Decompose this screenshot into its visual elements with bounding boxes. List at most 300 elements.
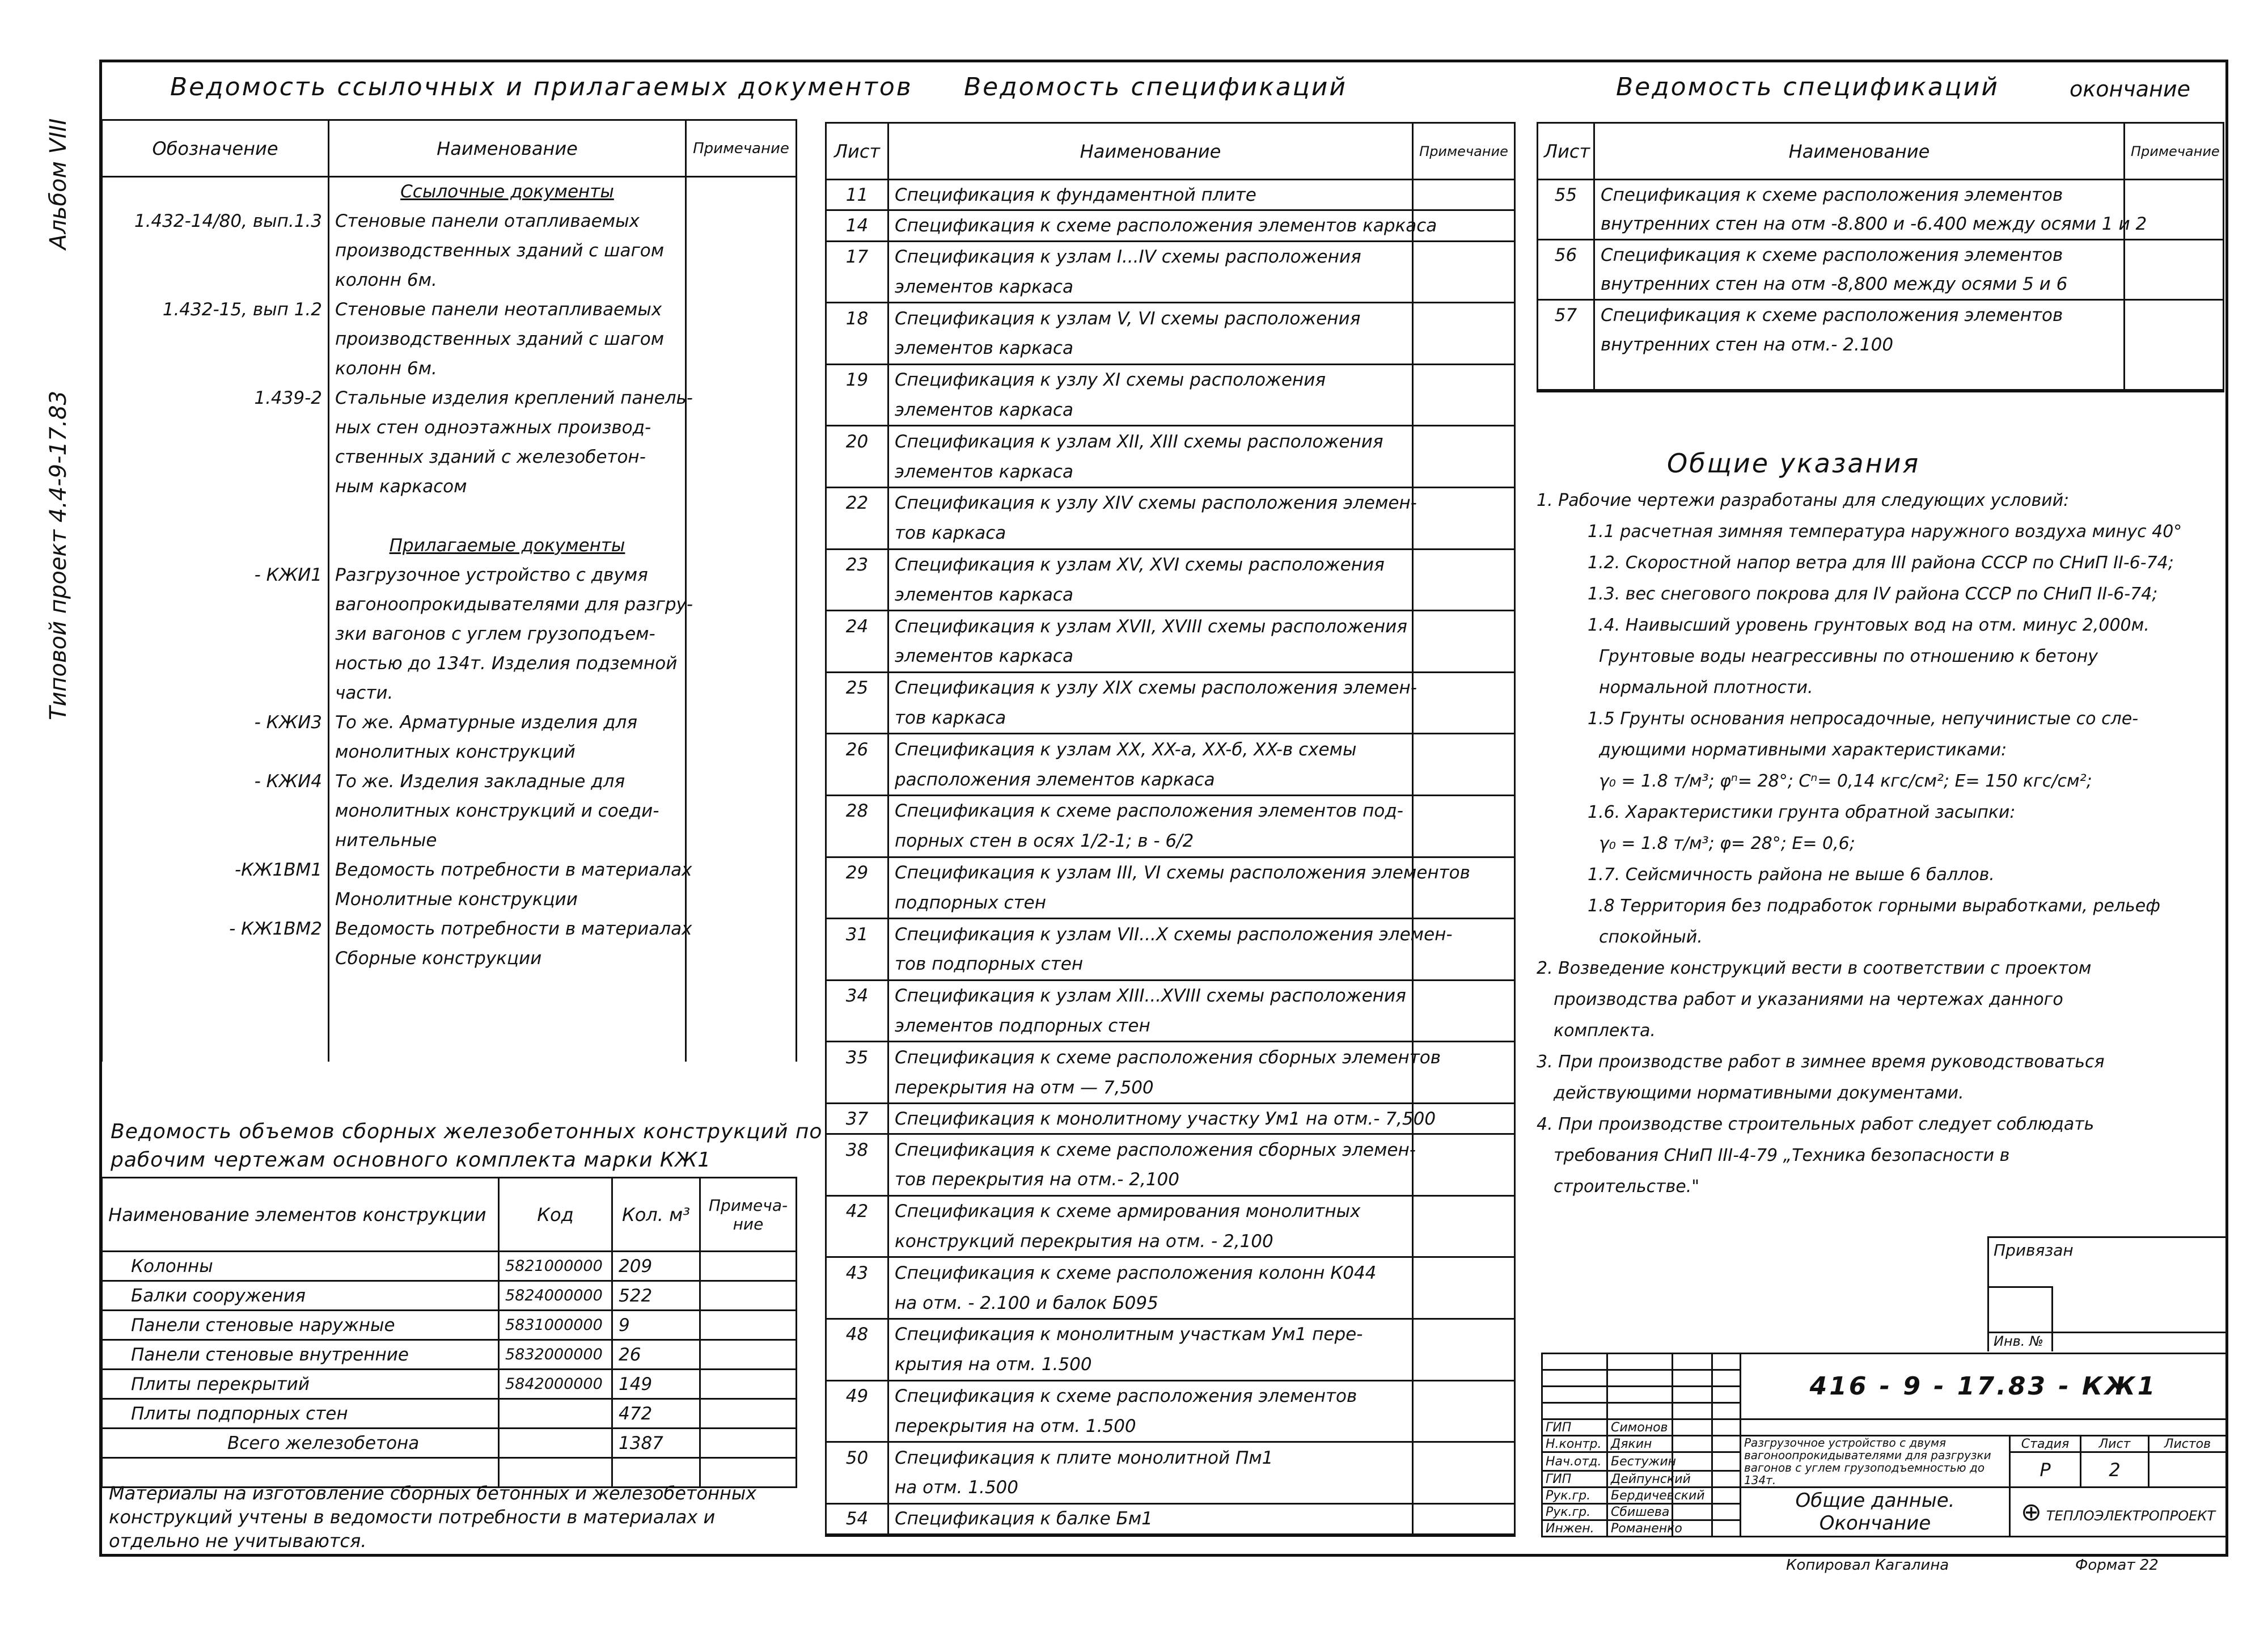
spec-note-cell [2125, 360, 2224, 390]
spec-note-cell [2125, 180, 2224, 210]
element-name-cell: Всего железобетона [102, 1429, 499, 1458]
volumes-table [101, 1177, 797, 1488]
note-cell [700, 1311, 797, 1340]
spec-name-cell: элементов каркаса [888, 457, 1413, 487]
spec-row [826, 487, 1515, 518]
stamp-role-row [1542, 1488, 2227, 1504]
note-cell [700, 1429, 797, 1458]
general-note-line: 1.6. Характеристики грунта обратной засыпки: [1588, 802, 2016, 822]
sheet-number-cell [1538, 210, 1594, 240]
sheet-number-cell: 18 [826, 303, 888, 333]
general-note-line: комплекта. [1554, 1021, 1656, 1041]
spec-row [826, 1195, 1515, 1226]
designation-cell [102, 236, 329, 265]
spec-name-cell: Спецификация к узлам I...IV схемы расположения [888, 241, 1413, 272]
note-cell [686, 708, 797, 737]
element-name-cell: Плиты перекрытий [102, 1370, 499, 1399]
general-note-line: Грунтовые воды неагрессивны по отношению к бетону [1599, 647, 2098, 666]
spec-note-cell [2125, 270, 2224, 300]
volumes-row [102, 1399, 797, 1429]
sheet-number-cell [826, 395, 888, 426]
sheet-number-cell [826, 333, 888, 364]
name-cell: ным каркасом [329, 472, 686, 501]
binding-label: Привязан [1994, 1241, 2074, 1260]
spec-row [826, 333, 1515, 364]
refdocs-row [102, 944, 797, 973]
spec-note-cell [1413, 333, 1515, 364]
inventory-label: Инв. № [1994, 1333, 2044, 1349]
sheet-number-cell [826, 641, 888, 672]
name-cell: монолитных конструкций и соеди- [329, 796, 686, 826]
spec-name-cell: Спецификация к схеме расположения элементов [888, 1380, 1413, 1411]
code-cell: 5831000000 [499, 1311, 612, 1340]
name-cell [329, 1032, 686, 1062]
sheet-number-cell [1538, 270, 1594, 300]
spec-row [1538, 300, 2224, 330]
spec-name-cell: Спецификация к схеме армирования монолитных [888, 1195, 1413, 1226]
general-note-line: 1. Рабочие чертежи разработаны для следующих условий: [1537, 491, 2070, 510]
sheet-number-cell: 50 [826, 1442, 888, 1473]
general-note-line: γ₀ = 1.8 т/м³; φ= 28°; E= 0,6; [1599, 834, 1855, 853]
note-cell [686, 1003, 797, 1032]
signature-cell [1673, 1504, 1712, 1520]
volumes-row [102, 1281, 797, 1311]
refdocs-row [102, 1032, 797, 1062]
spec-row [826, 1380, 1515, 1411]
spec-note-cell [1413, 1011, 1515, 1042]
specs-header-note: Примечание [1413, 123, 1515, 180]
spec-name-cell: тов подпорных стен [888, 949, 1413, 980]
spec-row-end [826, 1535, 1515, 1536]
spec-row [826, 1319, 1515, 1349]
sheet-number-cell [826, 1165, 888, 1195]
spec-name-cell: внутренних стен на отм -8,800 между осями 5 и 6 [1594, 270, 2125, 300]
refdocs-row [102, 1003, 797, 1032]
designation-cell [102, 1032, 329, 1062]
specs-header-name: Наименование [888, 123, 1413, 180]
quantity-cell: 522 [612, 1281, 700, 1311]
name-cell: вагоноопрокидывателями для разгру- [329, 590, 686, 619]
person-cell: Дейпунский [1607, 1471, 1673, 1488]
stamp-role-row [1542, 1419, 2227, 1436]
general-note-line: 3. При производстве работ в зимнее время руководствоваться [1537, 1052, 2105, 1072]
general-title: Общие указания [1667, 448, 1920, 479]
spec-note-cell [1413, 580, 1515, 610]
designation-cell [102, 177, 329, 206]
spec-note-cell [1413, 672, 1515, 703]
general-note-line: производства работ и указаниями на чертежах данного [1554, 990, 2063, 1009]
name-cell: Разгрузочное устройство с двумя [329, 560, 686, 590]
name-cell: Ведомость потребности в материалах [329, 914, 686, 944]
spec-note-cell [1413, 949, 1515, 980]
spec-note-cell [1413, 1134, 1515, 1165]
role-cell: ГИП [1542, 1419, 1607, 1436]
sheet-number-cell [826, 580, 888, 610]
spec-row [826, 1072, 1515, 1103]
sheet-number-cell: 26 [826, 734, 888, 764]
note-cell [686, 501, 797, 531]
spec-note-cell [1413, 795, 1515, 826]
sheet-number-cell: 11 [826, 180, 888, 210]
spec-name-cell: перекрытия на отм. 1.500 [888, 1411, 1413, 1442]
note-cell [686, 678, 797, 708]
designation-cell: 1.439-2 [102, 383, 329, 413]
sheet-number-cell: 42 [826, 1195, 888, 1226]
volumes-row [102, 1429, 797, 1458]
signature-cell [1673, 1436, 1712, 1452]
spec-name-cell: элементов каркаса [888, 272, 1413, 302]
spec-note-cell [1413, 180, 1515, 210]
spec-row [826, 795, 1515, 826]
element-name-cell: Панели стеновые наружные [102, 1311, 499, 1340]
volumes-row [102, 1340, 797, 1370]
specs-end-title: Ведомость спецификаций [1616, 73, 1999, 102]
refdocs-row [102, 560, 797, 590]
footnote-line: конструкций учтены в ведомости потребности в материалах и [109, 1506, 716, 1528]
name-cell: Стальные изделия креплений панель- [329, 383, 686, 413]
spec-row [826, 426, 1515, 457]
refdocs-row [102, 708, 797, 737]
spec-note-cell [1413, 1319, 1515, 1349]
refdocs-row [102, 914, 797, 944]
sheet-label: Лист [2081, 1436, 2149, 1452]
sheet-number-cell: 19 [826, 364, 888, 395]
spec-row [1538, 180, 2224, 210]
general-note-line: действующими нормативными документами. [1554, 1083, 1964, 1103]
specs-table [825, 122, 1516, 1537]
stage-value: Р [2010, 1452, 2081, 1488]
spec-row [826, 1042, 1515, 1072]
tep-logo-icon: ⊕ [2021, 1497, 2042, 1527]
spec-name-cell: на отм. - 2.100 и балок Б095 [888, 1288, 1413, 1319]
date-cell [1712, 1520, 1741, 1537]
volumes-row [102, 1370, 797, 1399]
element-name-cell: Плиты подпорных стен [102, 1399, 499, 1429]
note-cell [700, 1340, 797, 1370]
spec-note-cell [1413, 395, 1515, 426]
sheet-number-cell: 49 [826, 1380, 888, 1411]
specs-end-table [1537, 122, 2224, 392]
spec-note-cell [1413, 1411, 1515, 1442]
sheet-number-cell: 54 [826, 1503, 888, 1534]
designation-cell: - КЖИ3 [102, 708, 329, 737]
spec-row [826, 949, 1515, 980]
spec-name-cell: Спецификация к монолитным участкам Ум1 пере- [888, 1319, 1413, 1349]
format-label: Формат 22 [2075, 1557, 2159, 1574]
name-cell: части. [329, 678, 686, 708]
spec-row [1538, 210, 2224, 240]
spec-name-cell: Спецификация к фундаментной плите [888, 180, 1413, 210]
note-cell [686, 796, 797, 826]
volumes-row [102, 1311, 797, 1340]
spec-name-cell: подпорных стен [888, 888, 1413, 918]
sheet-number-cell [826, 1227, 888, 1257]
specs-header-sheet: Лист [826, 123, 888, 180]
name-cell [329, 501, 686, 531]
designation-cell: - КЖ1ВМ2 [102, 914, 329, 944]
designation-cell [102, 944, 329, 973]
spec-note-cell [1413, 1165, 1515, 1195]
spec-note-cell [1413, 303, 1515, 333]
name-cell: Ведомость потребности в материалах [329, 855, 686, 885]
spec-note-cell [1413, 1350, 1515, 1380]
designation-cell [102, 531, 329, 560]
spec-row [826, 395, 1515, 426]
spec-note-cell [1413, 487, 1515, 518]
refdocs-row [102, 236, 797, 265]
refdocs-row [102, 649, 797, 678]
refdocs-row [102, 177, 797, 206]
spec-name-cell: Спецификация к узлам XVII, XVIII схемы расположения [888, 611, 1413, 641]
spec-name-cell: Спецификация к монолитному участку Ум1 на отм.- 7,500 [888, 1103, 1413, 1134]
spec-note-cell [2125, 330, 2224, 360]
refdocs-row [102, 295, 797, 324]
spec-name-cell: Спецификация к схеме расположения элементов [1594, 240, 2125, 270]
general-note-line: 1.2. Скоростной напор ветра для III района СССР по СНиП II-6-74; [1588, 553, 2174, 573]
spec-note-cell [1413, 1442, 1515, 1473]
specs-end-suffix: окончание [2070, 77, 2190, 102]
spec-row-end [1538, 390, 2224, 392]
refdocs-row [102, 442, 797, 472]
spec-note-cell [1413, 1473, 1515, 1503]
sheet-number-cell: 56 [1538, 240, 1594, 270]
designation-cell: 1.432-15, вып 1.2 [102, 295, 329, 324]
sheet-number-cell: 29 [826, 857, 888, 888]
spec-name-cell: внутренних стен на отм.- 2.100 [1594, 330, 2125, 360]
stamp-table [1541, 1353, 2227, 1537]
spec-name-cell: Спецификация к узлу XIV схемы расположения элемен- [888, 487, 1413, 518]
refdocs-row [102, 590, 797, 619]
spec-name-cell: Спецификация к схеме расположения сборных элемен- [888, 1134, 1413, 1165]
spec-row [826, 1227, 1515, 1257]
sheet-number-cell: 48 [826, 1319, 888, 1349]
note-cell [686, 560, 797, 590]
name-cell: ных стен одноэтажных производ- [329, 413, 686, 442]
spec-row [1538, 240, 2224, 270]
spec-note-cell [1413, 611, 1515, 641]
spec-name-cell: Спецификация к плите монолитной Пм1 [888, 1442, 1413, 1473]
note-cell [686, 737, 797, 767]
designation-cell: - КЖИ1 [102, 560, 329, 590]
refdocs-row [102, 206, 797, 236]
element-name-cell: Колонны [102, 1252, 499, 1281]
sheet-number-cell [826, 703, 888, 734]
role-cell: Нач.отд. [1542, 1452, 1607, 1471]
spec-row [826, 826, 1515, 857]
note-cell [686, 354, 797, 383]
spec-name-cell: Спецификация к узлам XIII...XVIII схемы расположения [888, 980, 1413, 1011]
spec-row [826, 857, 1515, 888]
sheet-number-cell [826, 1473, 888, 1503]
note-cell [686, 472, 797, 501]
vol-header-name: Наименование элементов конструкции [102, 1178, 499, 1252]
spec-name-cell: внутренних стен на отм -8.800 и -6.400 между осями 1 и 2 [1594, 210, 2125, 240]
note-cell [686, 442, 797, 472]
name-cell: Стеновые панели отапливаемых [329, 206, 686, 236]
designation-cell [102, 324, 329, 354]
sheet-number-cell [826, 518, 888, 549]
spec-row [826, 1350, 1515, 1380]
note-cell [686, 767, 797, 796]
sheet-number-cell [826, 1288, 888, 1319]
specs-end-header-sheet: Лист [1538, 123, 1594, 180]
spec-name-cell: Спецификация к узлам VII...X схемы расположения элемен- [888, 919, 1413, 949]
name-cell: Стеновые панели неотапливаемых [329, 295, 686, 324]
volumes-title-1: Ведомость объемов сборных железобетонных конструкций по [111, 1120, 823, 1143]
designation-cell: -КЖ1ВМ1 [102, 855, 329, 885]
spec-name-cell: крытия на отм. 1.500 [888, 1350, 1413, 1380]
designation-cell [102, 619, 329, 649]
spec-row [826, 1503, 1515, 1534]
spec-note-cell [1413, 1195, 1515, 1226]
spec-name-cell: Спецификация к узлам XX, XX-а, XX-б, XX-в схемы [888, 734, 1413, 764]
sheet-number-cell: 43 [826, 1257, 888, 1288]
spec-row [1538, 360, 2224, 390]
spec-row [826, 1411, 1515, 1442]
note-cell [686, 944, 797, 973]
specs-title: Ведомость спецификаций [964, 73, 1347, 102]
designation-cell: - КЖИ4 [102, 767, 329, 796]
note-cell [686, 914, 797, 944]
note-cell [686, 265, 797, 295]
spec-name-cell: Спецификация к схеме расположения сборных элементов [888, 1042, 1413, 1072]
general-note-line: 1.3. вес снегового покрова для IV района СССР по СНиП II-6-74; [1588, 584, 2158, 604]
signature-cell [1673, 1419, 1712, 1436]
code-cell: 5842000000 [499, 1370, 612, 1399]
note-cell [686, 649, 797, 678]
spec-note-cell [2125, 240, 2224, 270]
note-cell [686, 413, 797, 442]
side-title [20, 102, 94, 726]
designation-cell [102, 826, 329, 855]
note-cell [686, 236, 797, 265]
sheet-number-cell [826, 272, 888, 302]
note-cell [700, 1370, 797, 1399]
spec-name-cell: элементов каркаса [888, 580, 1413, 610]
spec-note-cell [1413, 549, 1515, 580]
designation-cell [102, 501, 329, 531]
refdocs-row [102, 383, 797, 413]
spec-name-cell: элементов каркаса [888, 641, 1413, 672]
person-cell: Дякин [1607, 1436, 1673, 1452]
spec-name-cell: элементов каркаса [888, 395, 1413, 426]
designation-cell [102, 1003, 329, 1032]
header-note: Примечание [686, 120, 797, 177]
designation-cell [102, 442, 329, 472]
designation-cell [102, 885, 329, 914]
album-label: Альбом VIII [45, 118, 71, 250]
organization-name: ТЕПЛОЭЛЕКТРОПРОЕКТ [2046, 1507, 2216, 1524]
spec-note-cell [1413, 641, 1515, 672]
volumes-title-2: рабочим чертежам основного комплекта марки КЖ1 [111, 1148, 712, 1172]
sheet-number-cell: 37 [826, 1103, 888, 1134]
quantity-cell: 26 [612, 1340, 700, 1370]
spec-row [826, 303, 1515, 333]
stage-label: Стадия [2010, 1436, 2081, 1452]
designation-cell [102, 265, 329, 295]
spec-row [826, 1011, 1515, 1042]
general-note-line: 1.7. Сейсмичность района не выше 6 баллов. [1588, 865, 1995, 885]
spec-row [826, 764, 1515, 795]
refdocs-row [102, 619, 797, 649]
general-note-line: 1.5 Грунты основания непросадочные, непучинистые со сле- [1588, 709, 2139, 729]
sheet-number-cell [826, 457, 888, 487]
refdocs-row [102, 354, 797, 383]
spec-row [826, 703, 1515, 734]
refdocs-row [102, 826, 797, 855]
general-note-line: γ₀ = 1.8 т/м³; φⁿ= 28°; Cⁿ= 0,14 кгс/см²; E= 150 кгс/см²; [1599, 771, 2092, 791]
note-cell [686, 885, 797, 914]
name-cell: Сборные конструкции [329, 944, 686, 973]
quantity-cell: 472 [612, 1399, 700, 1429]
spec-row [826, 611, 1515, 641]
quantity-cell: 1387 [612, 1429, 700, 1458]
spec-name-cell: тов перекрытия на отм.- 2,100 [888, 1165, 1413, 1195]
stamp-description: Разгрузочное устройство с двумя вагоноопрокидывателями для разгрузки вагонов с углем грузоподъемностью до 134т. [1741, 1436, 2010, 1488]
spec-name-cell: тов каркаса [888, 703, 1413, 734]
spec-name-cell: Спецификация к схеме расположения элементов каркаса [888, 210, 1413, 241]
general-note-line: строительстве." [1554, 1177, 1700, 1197]
refdocs-row [102, 885, 797, 914]
spec-row [826, 364, 1515, 395]
volumes-row [102, 1252, 797, 1281]
general-note-line: 2. Возведение конструкций вести в соответствии с проектом [1537, 958, 2092, 978]
note-cell [686, 531, 797, 560]
note-cell [686, 206, 797, 236]
sheet-number-cell: 17 [826, 241, 888, 272]
sheet-number-cell: 35 [826, 1042, 888, 1072]
spec-note-cell [1413, 1380, 1515, 1411]
sheet-number-cell: 28 [826, 795, 888, 826]
spec-note-cell [1413, 272, 1515, 302]
spec-note-cell [1413, 1288, 1515, 1319]
designation-cell [102, 413, 329, 442]
designation-cell [102, 973, 329, 1003]
date-cell [1712, 1436, 1741, 1452]
spec-name-cell: Спецификация к схеме расположения элементов под- [888, 795, 1413, 826]
refdocs-row [102, 324, 797, 354]
name-cell: монолитных конструкций [329, 737, 686, 767]
spec-note-cell [1413, 457, 1515, 487]
designation-cell: 1.432-14/80, вып.1.3 [102, 206, 329, 236]
date-cell [1712, 1471, 1741, 1488]
vol-header-code: Код [499, 1178, 612, 1252]
spec-name-cell: на отм. 1.500 [888, 1473, 1413, 1503]
refdocs-row [102, 855, 797, 885]
code-cell: 5821000000 [499, 1252, 612, 1281]
refdocs-row [102, 501, 797, 531]
person-cell: Романенко [1607, 1520, 1673, 1537]
spec-row [826, 888, 1515, 918]
spec-note-cell [1413, 703, 1515, 734]
sheet-number-cell: 23 [826, 549, 888, 580]
refdocs-row [102, 767, 797, 796]
general-note-line: 1.1 расчетная зимняя температура наружного воздуха минус 40° [1588, 522, 2182, 542]
spec-name-cell: перекрытия на отм — 7,500 [888, 1072, 1413, 1103]
sheet-number-cell: 24 [826, 611, 888, 641]
spec-note-cell [1413, 888, 1515, 918]
name-cell [329, 973, 686, 1003]
quantity-cell: 149 [612, 1370, 700, 1399]
designation-cell [102, 354, 329, 383]
spec-row [826, 518, 1515, 549]
refdocs-row [102, 531, 797, 560]
sheet-number-cell [826, 888, 888, 918]
signature-cell [1673, 1452, 1712, 1471]
sheet-number-cell [826, 1350, 888, 1380]
general-note-line: 1.8 Территория без подработок горными выработками, рельеф [1588, 896, 2160, 916]
designation-cell [102, 796, 329, 826]
